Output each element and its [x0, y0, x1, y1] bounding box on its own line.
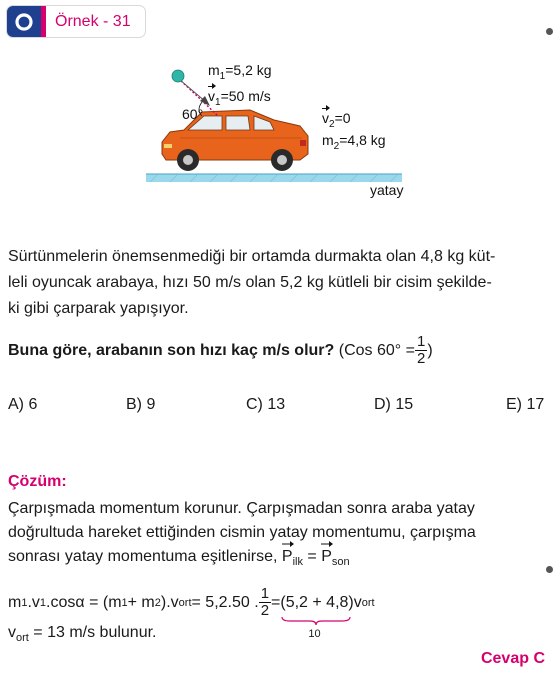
example-icon-box: [7, 6, 41, 37]
equation-2: $v_{ort} = 13$ m/s bulunur.: [8, 624, 157, 645]
equation-1: m 1 .v 1 .cosα = (m 1 + m 2 ).v ort = 5,2.50 . $\frac{1}{2}$ = (5,2 + 4,8) 10 v ort: [8, 585, 375, 640]
velocity1-label: $v_1=50$ m/s: [208, 88, 271, 108]
velocity2-label: $v_2=0$: [322, 110, 351, 130]
solution-line-1: Çarpışmada momentum korunur. Çarpışmadan sonra araba yatay: [8, 500, 475, 517]
answer-options: [8, 396, 548, 418]
hint-fraction: $\frac{1}{2}$: [416, 333, 426, 367]
collision-figure: [140, 60, 420, 200]
brace-value: 10: [308, 627, 321, 640]
question-text: Buna göre, arabanın son hızı kaç m/s olur?: [8, 341, 335, 359]
solution-line-2: doğrultuda hareket ettiğinden cismin yatay momentumu, çarpışma: [8, 524, 476, 541]
example-title: Örnek - 31: [55, 12, 131, 30]
problem-line-1: Sürtünmelerin önemsenmediği bir ortamda durmakta olan 4,8 kg küt-: [8, 248, 496, 265]
answer-label: Cevap C: [480, 650, 545, 667]
problem-line-2: leli oyuncak arabaya, hızı 50 m/s olan 5,2 kg kütleli bir cisim şekilde-: [8, 274, 492, 291]
option-a[interactable]: A) 6: [8, 396, 38, 413]
option-d[interactable]: D) 15: [374, 396, 414, 413]
page-edge-dot: [546, 28, 553, 35]
horizontal-label: yatay: [370, 182, 404, 198]
ball-icon: [172, 70, 184, 82]
circle-logo-icon: [14, 12, 34, 32]
option-c[interactable]: C) 13: [246, 396, 286, 413]
car-illustration: [140, 60, 420, 200]
option-b[interactable]: B) 9: [126, 396, 156, 413]
solution-heading: Çözüm:: [8, 473, 67, 490]
mass2-label: $m_2=4,8$ kg: [322, 132, 386, 152]
example-header: [6, 5, 146, 38]
question-hint: (Cos 60° =: [338, 341, 415, 359]
equation-fraction: $\frac{1}{2}$: [260, 585, 270, 619]
option-e[interactable]: E) 17: [506, 396, 545, 413]
problem-line-3: ki gibi çarparak yapışıyor.: [8, 300, 189, 317]
p-ilk-vector: $P_{ilk}$: [282, 544, 303, 575]
underbrace-icon: [280, 616, 352, 626]
angle-label: 60°: [182, 106, 204, 122]
mass1-label: $m_1=5,2$ kg: [208, 62, 272, 82]
question-line: Buna göre, arabanın son hızı kaç m/s olur? (Cos 60° = $\frac{1}{2}$ ): [8, 333, 433, 367]
page-edge-dot: [546, 566, 553, 573]
brace-group: (5,2 + 4,8) 10: [280, 593, 354, 640]
p-son-vector: $P_{son}$: [321, 544, 349, 575]
solution-line-3: sonrası yatay momentuma eşitlenirse, $P_{ilk}$ = $P_{son}$: [8, 544, 350, 575]
